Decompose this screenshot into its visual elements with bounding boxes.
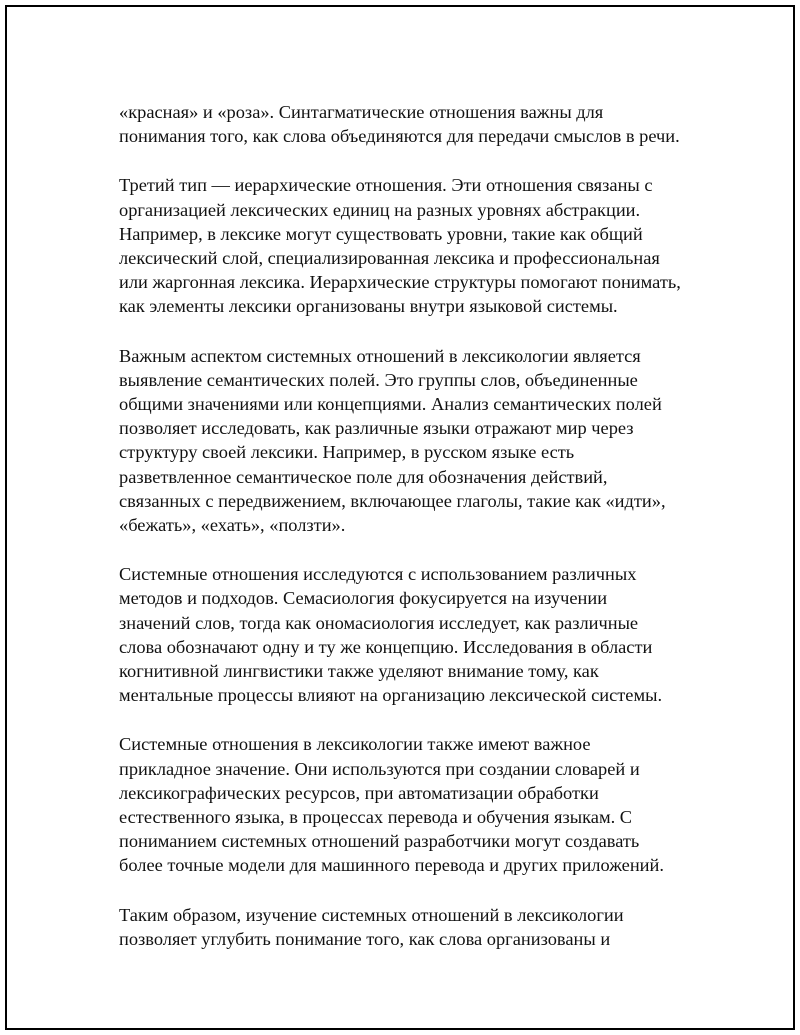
text-line: или жаргонная лексика. Иерархические структуры помогают понимать,: [119, 272, 681, 293]
text-line: Например, в лексике могут существовать уровни, такие как общий: [119, 223, 643, 244]
text-line: понимания того, как слова объединяются для передачи смыслов в речи.: [119, 126, 680, 147]
text-line: прикладное значение. Они используются при создании словарей и: [119, 758, 640, 779]
text-line: «красная» и «роза». Синтагматические отношения важны для: [119, 102, 604, 122]
text-line: Таким образом, изучение системных отношений в лексикологии: [119, 904, 624, 925]
paragraph-6: [119, 903, 719, 951]
text-line: когнитивной лингвистики также уделяют внимание тому, как: [119, 661, 599, 682]
text-line: позволяет углубить понимание того, как слова организованы и: [119, 928, 611, 949]
text-line: как элементы лексики организованы внутри языковой системы.: [119, 296, 618, 317]
text-line: структуру своей лексики. Например, в русском языке есть: [119, 442, 575, 463]
text-line: Третий тип — иерархические отношения. Эти отношения связаны с: [119, 175, 653, 196]
paragraph-3: [119, 344, 719, 538]
text-line: Системные отношения исследуются с использованием различных: [119, 564, 637, 585]
paragraph-2: [119, 173, 719, 318]
text-line: слова обозначают одну и ту же концепцию. Исследования в области: [119, 636, 653, 657]
text-line: выявление семантических полей. Это группы слов, объединенные: [119, 369, 638, 390]
paragraph-5: [119, 732, 719, 877]
text-line: более точные модели для машинного перевода и других приложений.: [119, 855, 664, 876]
document-body: [119, 100, 719, 976]
text-line: общими значениями или концепциями. Анализ семантических полей: [119, 394, 662, 415]
text-line: Системные отношения в лексикологии также имеют важное: [119, 734, 591, 755]
paragraph-1: [119, 100, 719, 148]
text-line: организацией лексических единиц на разных уровнях абстракции.: [119, 199, 641, 220]
text-line: Важным аспектом системных отношений в лексикологии является: [119, 345, 641, 366]
text-line: методов и подходов. Семасиология фокусируется на изучении: [119, 588, 608, 609]
text-line: «бежать», «ехать», «ползти».: [119, 515, 346, 536]
text-line: лексикографических ресурсов, при автоматизации обработки: [119, 782, 599, 803]
text-line: ментальные процессы влияют на организацию лексической системы.: [119, 685, 663, 706]
text-line: лексический слой, специализированная лексика и профессиональная: [119, 248, 660, 269]
text-line: связанных с передвижением, включающее глаголы, такие как «идти»,: [119, 490, 666, 511]
text-line: естественного языка, в процессах перевода и обучения языкам. С: [119, 807, 633, 828]
paragraph-4: [119, 562, 719, 707]
page-frame: [5, 5, 795, 1030]
text-line: значений слов, тогда как ономасиология исследует, как различные: [119, 612, 639, 633]
text-line: позволяет исследовать, как различные языки отражают мир через: [119, 418, 634, 439]
text-line: пониманием системных отношений разработчики могут создавать: [119, 831, 640, 852]
text-line: разветвленное семантическое поле для обозначения действий,: [119, 466, 608, 487]
